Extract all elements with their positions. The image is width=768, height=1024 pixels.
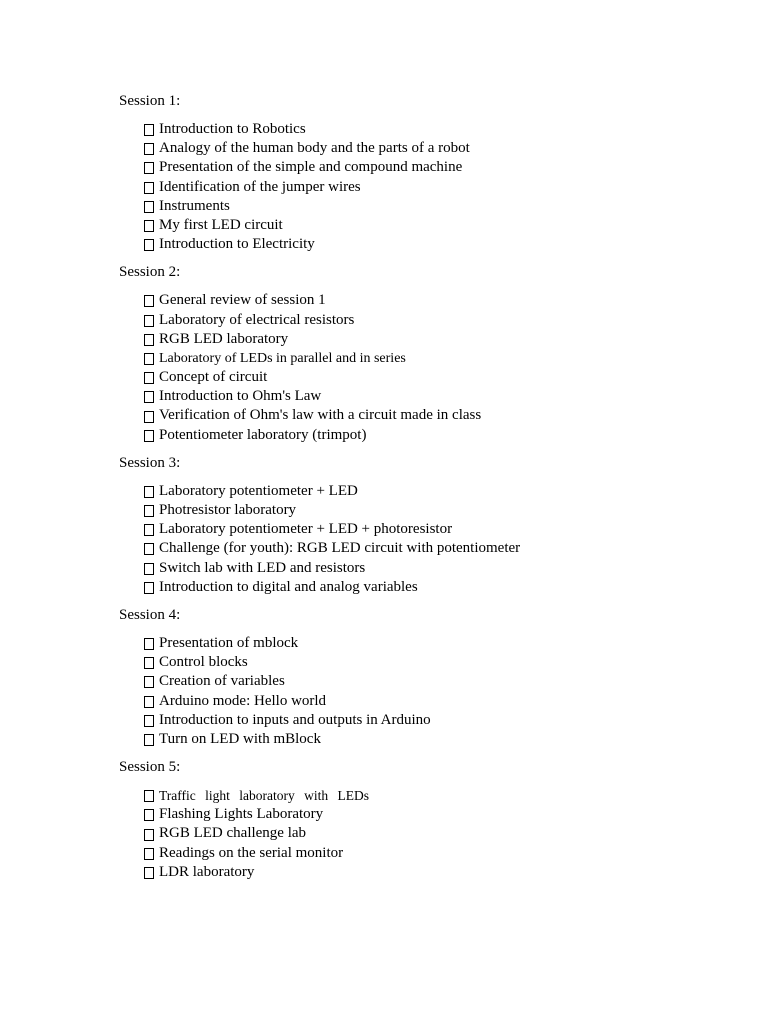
checkbox-icon xyxy=(144,372,154,384)
checkbox-icon xyxy=(144,162,154,174)
list-item xyxy=(144,520,719,539)
checkbox-icon xyxy=(144,867,154,879)
list-item-label: Control blocks xyxy=(159,654,248,671)
list-item xyxy=(144,426,719,445)
checkbox-icon xyxy=(144,505,154,517)
list-item-label: Introduction to Electricity xyxy=(159,236,315,253)
list-item xyxy=(144,406,719,425)
list-item xyxy=(144,120,719,139)
checkbox-icon xyxy=(144,315,154,327)
checkbox-icon xyxy=(144,391,154,403)
list-item xyxy=(144,559,719,578)
checkbox-icon xyxy=(144,295,154,307)
checkbox-icon xyxy=(144,582,154,594)
checkbox-icon xyxy=(144,411,154,423)
list-item xyxy=(144,539,719,558)
session-title: Session 5: xyxy=(119,759,181,776)
checkbox-icon xyxy=(144,201,154,213)
checkbox-icon xyxy=(144,524,154,536)
checkbox-icon xyxy=(144,809,154,821)
session-4 xyxy=(119,606,719,749)
session-3 xyxy=(119,454,719,597)
session-2 xyxy=(119,263,719,445)
list-item xyxy=(144,139,719,158)
list-item-label: Instruments xyxy=(159,197,230,214)
list-item-label: Verification of Ohm's law with a circuit made in class xyxy=(159,407,482,424)
list-item-label: Introduction to Ohm's Law xyxy=(159,388,322,405)
list-item xyxy=(144,482,719,501)
document-content xyxy=(119,92,719,882)
session-item-list xyxy=(119,786,719,882)
checkbox-icon xyxy=(144,734,154,746)
list-item xyxy=(144,311,719,330)
session-1 xyxy=(119,92,719,254)
list-item xyxy=(144,824,719,843)
checkbox-icon xyxy=(144,715,154,727)
list-item-label: Switch lab with LED and resistors xyxy=(159,559,366,576)
list-item xyxy=(144,501,719,520)
session-title: Session 3: xyxy=(119,454,181,471)
checkbox-icon xyxy=(144,239,154,251)
list-item-label: General review of session 1 xyxy=(159,292,326,309)
list-item-label: Introduction to inputs and outputs in Arduino xyxy=(159,711,431,728)
list-item-label: Laboratory of LEDs in parallel and in series xyxy=(159,350,406,366)
list-item-label: Analogy of the human body and the parts of a robot xyxy=(159,140,470,157)
checkbox-icon xyxy=(144,657,154,669)
checkbox-icon xyxy=(144,220,154,232)
list-item-label: Potentiometer laboratory (trimpot) xyxy=(159,426,367,443)
list-item-label: Traffic light laboratory with LEDs xyxy=(159,788,369,804)
list-item-label: Presentation of mblock xyxy=(159,634,299,651)
list-item xyxy=(144,672,719,691)
list-item-label: Concept of circuit xyxy=(159,369,268,386)
list-item-label: Presentation of the simple and compound machine xyxy=(159,159,463,176)
list-item-label: Readings on the serial monitor xyxy=(159,844,344,861)
checkbox-icon xyxy=(144,124,154,136)
list-item-label: LDR laboratory xyxy=(159,863,255,880)
list-item xyxy=(144,863,719,882)
list-item-label: Turn on LED with mBlock xyxy=(159,730,321,747)
session-title: Session 1: xyxy=(119,93,181,109)
list-item xyxy=(144,216,719,235)
session-item-list xyxy=(119,291,719,445)
list-item xyxy=(144,368,719,387)
list-item xyxy=(144,653,719,672)
list-item xyxy=(144,711,719,730)
checkbox-icon xyxy=(144,543,154,555)
list-item xyxy=(144,349,719,368)
checkbox-icon xyxy=(144,143,154,155)
session-item-list xyxy=(119,482,719,597)
list-item-label: Photresistor laboratory xyxy=(159,502,297,518)
list-item xyxy=(144,291,719,310)
list-item-label: Introduction to Robotics xyxy=(159,121,306,137)
session-5 xyxy=(119,758,719,882)
session-title: Session 4: xyxy=(119,606,181,623)
list-item-label: Creation of variables xyxy=(159,673,285,690)
list-item xyxy=(144,786,719,805)
checkbox-icon xyxy=(144,790,154,802)
list-item xyxy=(144,578,719,597)
list-item-label: Identification of the jumper wires xyxy=(159,178,361,195)
checkbox-icon xyxy=(144,182,154,194)
checkbox-icon xyxy=(144,486,154,498)
list-item-label: Laboratory potentiometer + LED xyxy=(159,482,358,499)
list-item-label: Introduction to digital and analog variables xyxy=(159,578,418,595)
list-item xyxy=(144,158,719,177)
checkbox-icon xyxy=(144,848,154,860)
list-item-label: Flashing Lights Laboratory xyxy=(159,806,324,823)
list-item-label: RGB LED challenge lab xyxy=(159,825,307,842)
session-item-list xyxy=(119,120,719,254)
list-item xyxy=(144,178,719,197)
list-item xyxy=(144,730,719,749)
list-item-label: My first LED circuit xyxy=(159,216,283,233)
list-item xyxy=(144,235,719,254)
checkbox-icon xyxy=(144,563,154,575)
list-item xyxy=(144,634,719,653)
list-item xyxy=(144,805,719,824)
list-item-label: Laboratory potentiometer + LED + photoresistor xyxy=(159,521,453,538)
checkbox-icon xyxy=(144,696,154,708)
list-item xyxy=(144,330,719,349)
session-title: Session 2: xyxy=(119,264,181,281)
checkbox-icon xyxy=(144,676,154,688)
list-item xyxy=(144,197,719,216)
checkbox-icon xyxy=(144,829,154,841)
list-item xyxy=(144,692,719,711)
list-item-label: RGB LED laboratory xyxy=(159,330,289,347)
checkbox-icon xyxy=(144,334,154,346)
list-item xyxy=(144,844,719,863)
list-item-label: Challenge (for youth): RGB LED circuit with potentiometer xyxy=(159,540,521,557)
checkbox-icon xyxy=(144,638,154,650)
list-item xyxy=(144,387,719,406)
list-item-label: Laboratory of electrical resistors xyxy=(159,311,355,328)
checkbox-icon xyxy=(144,353,154,365)
session-item-list xyxy=(119,634,719,749)
list-item-label: Arduino mode: Hello world xyxy=(159,692,327,709)
checkbox-icon xyxy=(144,430,154,442)
